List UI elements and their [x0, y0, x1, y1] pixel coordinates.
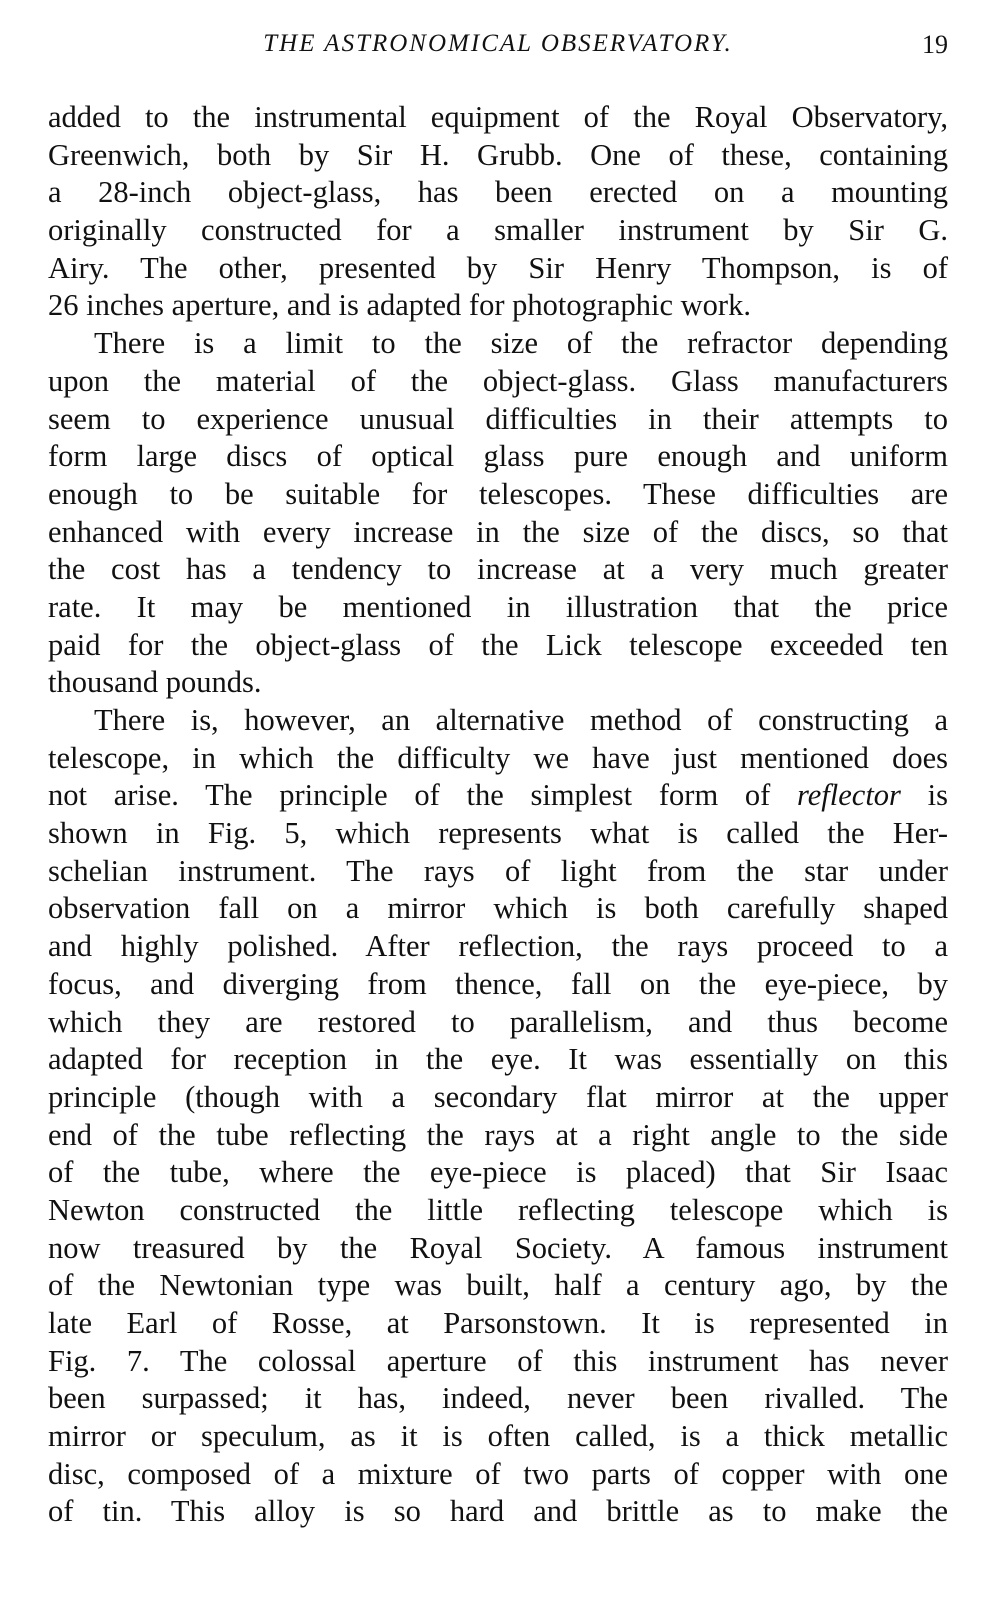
running-head [48, 30, 948, 70]
text-line: seem to experience unusual difficulties in their attempts to [48, 401, 948, 436]
text-line: been surpassed; it has, indeed, never been rivalled. The [48, 1381, 948, 1416]
text-line: end of the tube reflecting the rays at a right angle to the side [48, 1117, 948, 1152]
text-line: schelian instrument. The rays of light from the star under [48, 853, 948, 888]
text-line: late Earl of Rosse, at Parsonstown. It is represented in [48, 1306, 948, 1340]
text-line: originally constructed for a smaller instrument by Sir G. [48, 213, 948, 248]
text-line: adapted for reception in the eye. It was essentially on this [48, 1042, 948, 1077]
body-text [48, 99, 948, 1531]
text-line: a 28-inch object-glass, has been erected on a mounting [48, 175, 948, 210]
text-line: form large discs of optical glass pure enough and uniform [48, 439, 948, 474]
italic-term: reflector [797, 778, 901, 813]
text-line: which they are restored to parallelism, and thus become [48, 1004, 948, 1039]
text-line: There is, however, an alternative method of constructing a [94, 703, 948, 737]
book-page [48, 0, 948, 1622]
text-line: focus, and diverging from thence, fall on the eye-piece, by [48, 966, 948, 1001]
text-line: mirror or speculum, as it is often called, is a thick metallic [48, 1419, 948, 1454]
text-line: of tin. This alloy is so hard and brittle as to make the [48, 1494, 948, 1529]
text-line: thousand pounds. [48, 665, 262, 700]
text-line: now treasured by the Royal Society. A famous instrument [48, 1230, 948, 1265]
text-line: of the Newtonian type was built, half a century ago, by the [48, 1268, 948, 1303]
text-line: disc, composed of a mixture of two parts of copper with one [48, 1456, 948, 1491]
text-segment: is [900, 778, 948, 813]
text-line: enough to be suitable for telescopes. These difficulties are [48, 476, 948, 511]
text-line: Fig. 7. The colossal aperture of this instrument has never [48, 1343, 948, 1378]
page-number: 19 [922, 30, 948, 59]
text-line: shown in Fig. 5, which represents what is called the Her- [48, 816, 948, 851]
text-line: upon the material of the object-glass. Glass manufacturers [48, 363, 948, 398]
text-line: There is a limit to the size of the refractor depending [94, 326, 948, 361]
text-line: telescope, in which the difficulty we have just mentioned does [48, 740, 948, 775]
text-line: rate. It may be mentioned in illustration that the price [48, 589, 948, 624]
text-line: paid for the object-glass of the Lick telescope exceeded ten [48, 627, 948, 662]
text-line: the cost has a tendency to increase at a very much greater [48, 552, 948, 587]
text-line: 26 inches aperture, and is adapted for photographic work. [48, 288, 751, 323]
text-line: Newton constructed the little reflecting telescope which is [48, 1192, 948, 1227]
text-line: Airy. The other, presented by Sir Henry Thompson, is of [48, 250, 948, 285]
text-line: and highly polished. After reflection, the rays proceed to a [48, 929, 948, 964]
text-line: added to the instrumental equipment of the Royal Observatory, [48, 100, 948, 134]
running-title: THE ASTRONOMICAL OBSERVATORY. [263, 30, 733, 57]
text-line: principle (though with a secondary flat mirror at the upper [48, 1079, 948, 1114]
text-line: Greenwich, both by Sir H. Grubb. One of these, containing [48, 137, 948, 172]
text-line: of the tube, where the eye-piece is placed) that Sir Isaac [48, 1155, 948, 1190]
text-segment: not arise. The principle of the simplest form of [48, 778, 798, 813]
text-line [48, 777, 948, 815]
text-line: enhanced with every increase in the size of the discs, so that [48, 514, 948, 549]
text-line: observation fall on a mirror which is both carefully shaped [48, 891, 948, 926]
